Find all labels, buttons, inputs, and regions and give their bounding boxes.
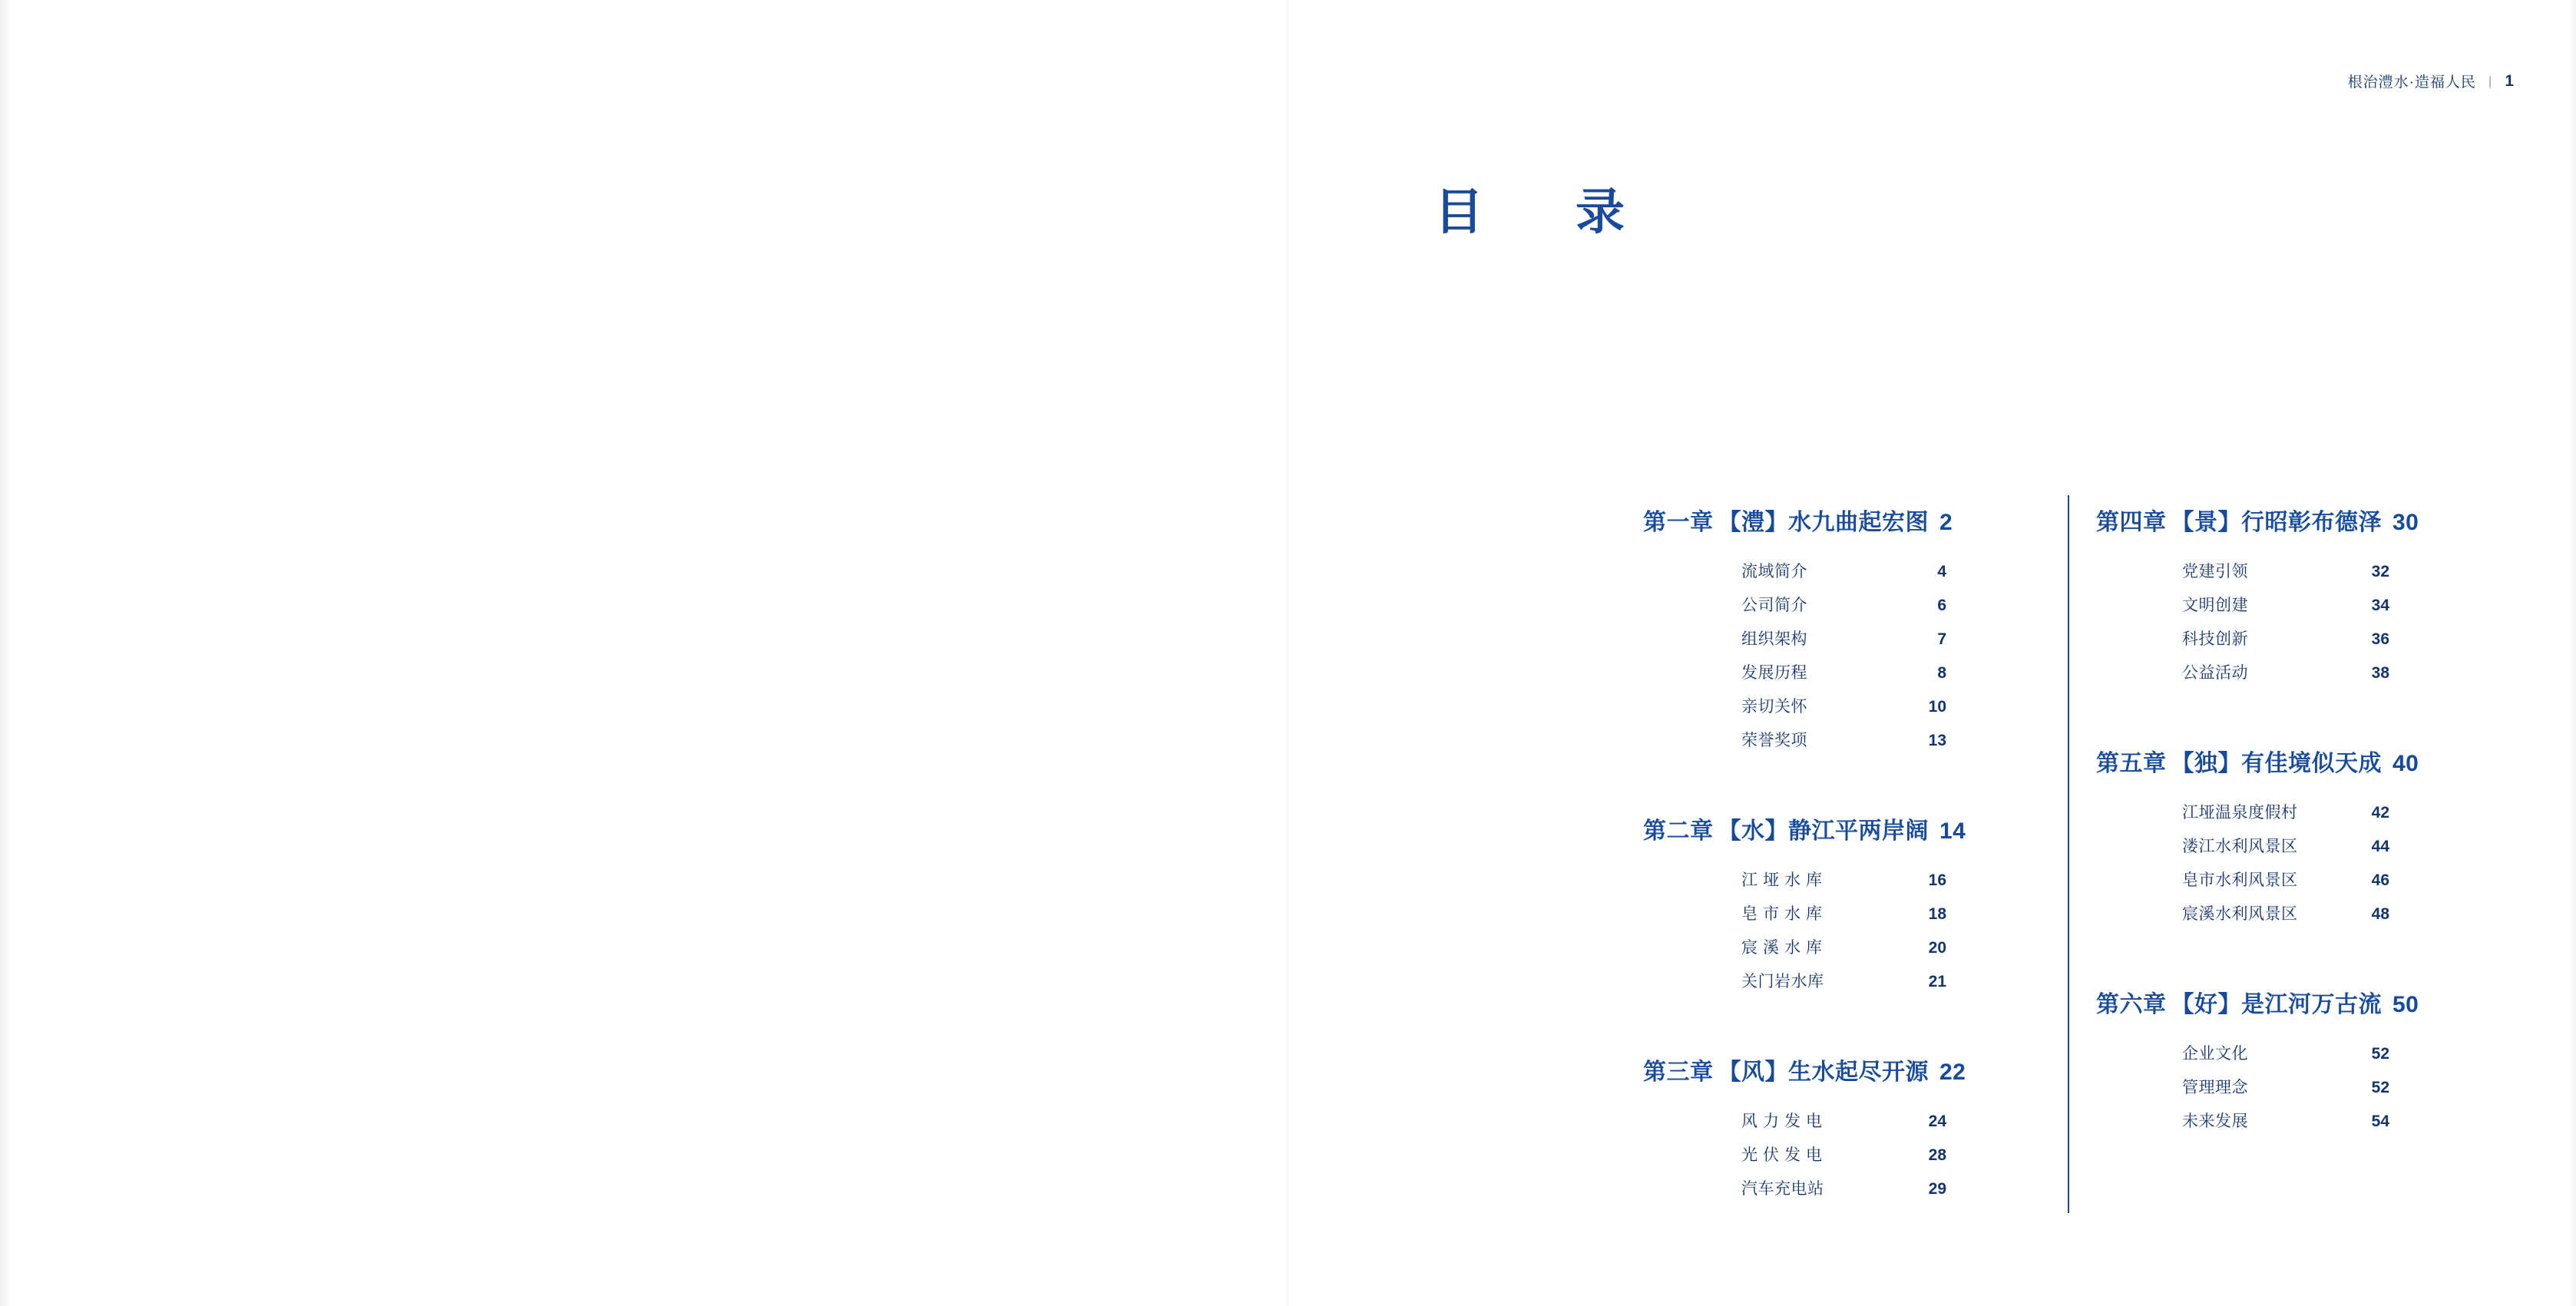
toc-entry-list [1643, 864, 2050, 999]
toc-entry-name: 发展历程 [1741, 664, 1807, 682]
toc-entry[interactable] [2182, 796, 2503, 830]
toc-entry-page: 20 [1928, 939, 1946, 957]
toc-chapter-heading[interactable] [2096, 744, 2503, 778]
toc-entry[interactable] [1741, 1139, 2050, 1172]
toc-entry[interactable] [1741, 623, 2050, 656]
toc-entry[interactable] [2182, 1105, 2503, 1139]
toc-entry-name: 皂市水利风景区 [2182, 871, 2298, 889]
toc-entry-name: 荣誉奖项 [1741, 732, 1807, 749]
toc-entry[interactable] [1741, 931, 2050, 965]
toc-entry-page: 28 [1928, 1146, 1946, 1164]
toc-entry[interactable] [2182, 623, 2503, 656]
chapter-label: 第三章 [1643, 1060, 1714, 1085]
toc-entry-page: 46 [2371, 871, 2389, 889]
toc-entry[interactable] [2182, 864, 2503, 898]
toc-entry-name: 公益活动 [2182, 664, 2248, 682]
chapter-label: 第六章 [2096, 992, 2167, 1017]
toc-entry-page: 52 [2371, 1045, 2389, 1063]
running-header [2348, 71, 2515, 91]
toc-entry-page: 16 [1928, 871, 1946, 889]
toc-entry-page: 54 [2371, 1113, 2389, 1130]
chapter-title: 【风】生水起尽开源 [1718, 1060, 1929, 1085]
toc-entry-name: 江垭温泉度假村 [2182, 804, 2298, 822]
toc-entry-name: 党建引领 [2182, 563, 2248, 580]
running-header-text: 根治澧水·造福人民 [2347, 74, 2476, 91]
toc-entry-name: 流域简介 [1741, 563, 1807, 580]
toc-entry[interactable] [2182, 656, 2503, 690]
toc-entry-name: 管理理念 [2182, 1079, 2248, 1096]
toc-entry-name: 文明创建 [2182, 597, 2248, 614]
toc-chapter-heading[interactable] [1643, 812, 2050, 845]
toc-entry-page: 32 [2371, 563, 2389, 580]
toc-chapter-heading[interactable] [1643, 503, 2050, 537]
toc-entry[interactable] [1741, 864, 2050, 898]
toc-entry-name: 组织架构 [1741, 630, 1807, 648]
toc-entry[interactable] [1741, 1105, 2050, 1139]
chapter-label: 第二章 [1643, 818, 1714, 844]
chapter-title: 【水】静江平两岸阔 [1718, 818, 1929, 844]
page-gutter [1287, 0, 1289, 1306]
chapter-page: 2 [1939, 510, 1953, 535]
chapter-title: 【景】行昭彰布德泽 [2171, 510, 2382, 535]
toc-entry-page: 24 [1928, 1113, 1946, 1130]
chapter-page: 14 [1939, 818, 1966, 844]
toc-entry-page: 13 [1928, 732, 1946, 749]
toc-entry[interactable] [1741, 555, 2050, 589]
toc-entry-name: 公司简介 [1741, 597, 1807, 614]
toc-entry-list [2096, 1037, 2503, 1139]
chapter-page: 50 [2392, 992, 2419, 1017]
toc-entry-page: 7 [1937, 630, 1946, 648]
toc-entry[interactable] [1741, 1172, 2050, 1206]
toc-chapter[interactable] [1643, 1053, 2050, 1206]
toc-entry[interactable] [2182, 589, 2503, 623]
toc-chapter-heading[interactable] [2096, 985, 2503, 1019]
toc-entry[interactable] [2182, 830, 2503, 864]
toc-entry-name: 宸溪水库 [1741, 939, 1827, 957]
toc-entry-name: 风力发电 [1741, 1113, 1827, 1130]
toc-entry[interactable] [2182, 898, 2503, 931]
toc-entry-list [1643, 555, 2050, 758]
toc-entry-name: 亲切关怀 [1741, 698, 1807, 716]
toc-entry-name: 汽车充电站 [1741, 1180, 1824, 1198]
toc-entry-page: 34 [2371, 597, 2389, 614]
toc-chapter[interactable] [1643, 812, 2050, 999]
toc-entry-name: 企业文化 [2182, 1045, 2248, 1063]
right-page-edge [2568, 0, 2576, 1306]
page-number: 1 [2505, 71, 2515, 90]
toc-entry-list [1643, 1105, 2050, 1206]
toc-column-left [1643, 503, 2050, 1206]
toc-chapter-heading[interactable] [1643, 1053, 2050, 1086]
toc-entry-list [2096, 555, 2503, 690]
toc-column-right [2050, 503, 2503, 1206]
toc-entry-page: 48 [2371, 905, 2389, 923]
toc-entry-name: 皂市水库 [1741, 905, 1827, 923]
chapter-title: 【好】是江河万古流 [2171, 992, 2382, 1017]
toc-chapter-heading[interactable] [2096, 503, 2503, 537]
toc-entry-name: 宸溪水利风景区 [2182, 905, 2298, 923]
chapter-page: 40 [2392, 751, 2419, 776]
chapter-page: 30 [2392, 510, 2419, 535]
toc-entry-name: 溇江水利风景区 [2182, 838, 2298, 855]
toc-entry[interactable] [1741, 690, 2050, 724]
chapter-page: 22 [1939, 1060, 1966, 1085]
toc-entry[interactable] [1741, 656, 2050, 690]
chapter-label: 第一章 [1643, 510, 1714, 535]
toc-entry-page: 4 [1937, 563, 1946, 580]
toc-entry-page: 18 [1928, 905, 1946, 923]
toc-entry[interactable] [2182, 1071, 2503, 1105]
toc-entry-page: 29 [1928, 1180, 1946, 1198]
chapter-title: 【独】有佳境似天成 [2171, 751, 2382, 776]
toc-entry-page: 21 [1928, 973, 1946, 990]
chapter-label: 第四章 [2096, 510, 2167, 535]
toc-entry-name: 未来发展 [2182, 1113, 2248, 1130]
chapter-label: 第五章 [2096, 751, 2167, 776]
toc-chapter[interactable] [1643, 503, 2050, 758]
page-title: 目 录 [1434, 184, 1646, 241]
toc-entry[interactable] [1741, 724, 2050, 758]
toc-entry-page: 52 [2371, 1079, 2389, 1096]
toc-entry-page: 36 [2371, 630, 2389, 648]
left-page-edge [0, 0, 11, 1306]
toc-entry-name: 关门岩水库 [1741, 973, 1824, 990]
toc-entry-name: 光伏发电 [1741, 1146, 1827, 1164]
running-header-separator: | [2488, 73, 2493, 88]
toc-entry-page: 38 [2371, 664, 2389, 682]
toc-entry-page: 8 [1937, 664, 1946, 682]
toc-chapter[interactable] [2096, 503, 2503, 690]
table-of-contents [1643, 503, 2503, 1206]
toc-entry-page: 42 [2371, 804, 2389, 822]
toc-chapter[interactable] [2096, 744, 2503, 931]
toc-entry[interactable] [1741, 965, 2050, 999]
toc-entry[interactable] [2182, 555, 2503, 589]
toc-entry-page: 44 [2371, 838, 2389, 855]
chapter-title: 【澧】水九曲起宏图 [1718, 510, 1929, 535]
toc-entry-name: 江垭水库 [1741, 871, 1827, 889]
toc-entry[interactable] [1741, 898, 2050, 931]
toc-entry[interactable] [2182, 1037, 2503, 1071]
toc-entry-page: 10 [1928, 698, 1946, 716]
toc-chapter[interactable] [2096, 985, 2503, 1139]
toc-entry-page: 6 [1937, 597, 1946, 614]
toc-entry-name: 科技创新 [2182, 630, 2248, 648]
toc-entry-list [2096, 796, 2503, 931]
toc-entry[interactable] [1741, 589, 2050, 623]
